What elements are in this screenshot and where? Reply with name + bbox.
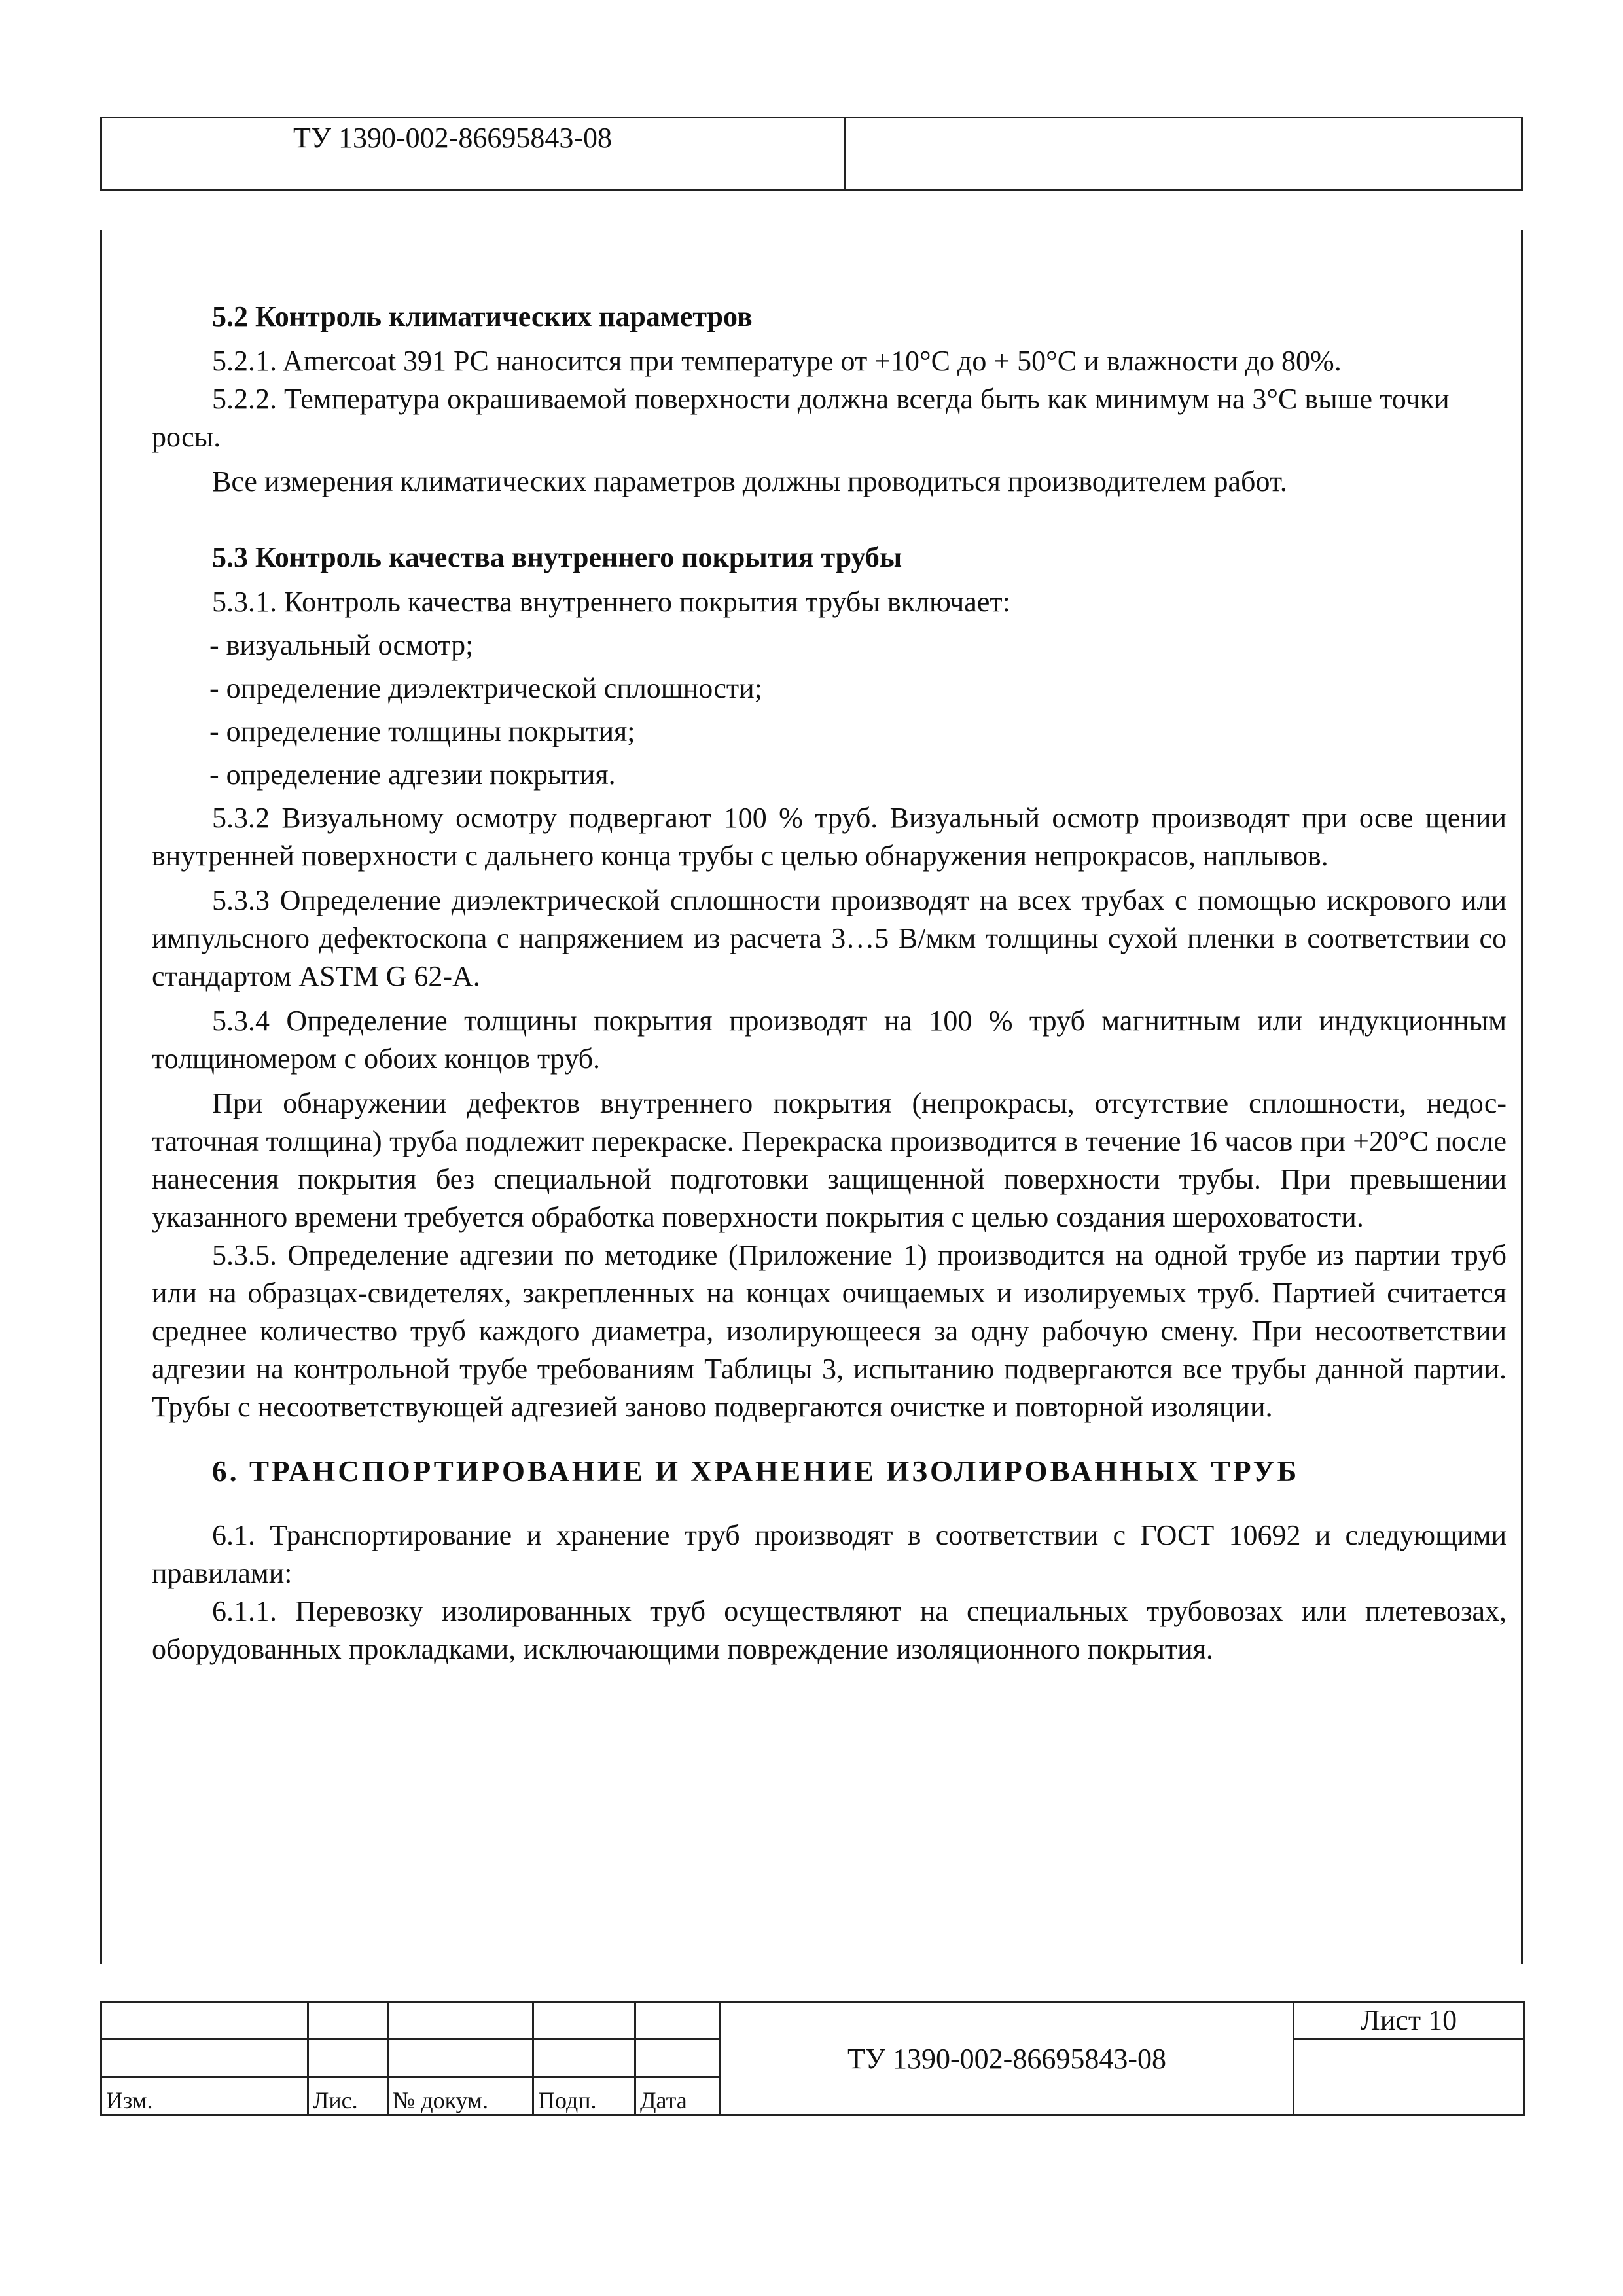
section-5-2-title: 5.2 Контроль климатических параметров (212, 300, 753, 332)
paragraph-5-3-5: 5.3.5. Определение адгезии по методике (Приложение 1) производится на одной трубе из партии труб или на образцах-свидетелях, закрепленных на концах очищаемых и изолируемых труб. Партией считается среднее количество труб каждого диаметра, изолирующееся за одну рабочую смену. При несоответствии адгезии на контрольной трубе требованиям Таблицы 3, испытанию подвергаются все трубы данной партии. Трубы с несоответствующей адгезией заново подвергаются очистке и повторной изоляции. (152, 1239, 1507, 1423)
header-right-cell (846, 118, 1521, 189)
paragraph-5-3-1: 5.3.1. Контроль качества внутреннего покрытия трубы включает: (212, 586, 1010, 618)
stamp-col-date: Дата (635, 2077, 721, 2115)
stamp-col-sign: Подп. (533, 2077, 635, 2115)
paragraph-5-2-2: 5.2.2. Температура окрашиваемой поверхности должна всегда быть как минимум на 3°С выше точки росы. (152, 383, 1450, 453)
stamp-sheet-label: Лист 10 (1294, 2003, 1524, 2039)
frame-right-line (1521, 230, 1523, 1964)
document-body (152, 298, 1507, 1668)
list-item: - определение адгезии покрытия. (209, 759, 616, 791)
stamp-col-doc: № докум. (388, 2077, 533, 2115)
section-5-3-title: 5.3 Контроль качества внутреннего покрытия трубы (212, 541, 902, 573)
header-box (100, 117, 1523, 191)
paragraph-5-2-1: 5.2.1. Amercoat 391 PC наносится при температуре от +10°С до + 50°С и влажности до 80%. (212, 345, 1342, 377)
list-item: - определение диэлектрической сплошности; (209, 672, 762, 704)
stamp-col-izm: Изм. (101, 2077, 308, 2115)
paragraph-5-3-2: 5.3.2 Визуальному осмотру подвергают 100 % труб. Визуальный осмотр производят при осве щении внутренней поверхности с дальнего конца трубы с целью обнаружения непрокрасов, наплывов. (152, 802, 1507, 872)
section-6-title: 6. ТРАНСПОРТИРОВАНИЕ И ХРАНЕНИЕ ИЗОЛИРОВАННЫХ ТРУБ (212, 1455, 1300, 1488)
frame-left-line (100, 230, 102, 1964)
list-item: - визуальный осмотр; (209, 629, 474, 661)
header-left-cell (102, 118, 846, 189)
paragraph-6-1: 6.1. Транспортирование и хранение труб производят в соответствии с ГОСТ 10692 и следующими правилами: (152, 1519, 1507, 1589)
stamp-doc-code: ТУ 1390-002-86695843-08 (721, 2003, 1294, 2115)
paragraph-6-1-1: 6.1.1. Перевозку изолированных труб осуществляют на специальных трубовозах или плетевозах, оборудованных прокладками, исключающими повреждение изоляционного покрытия. (152, 1595, 1507, 1665)
paragraph-5-2-note: Все измерения климатических параметров должны проводиться производителем работ. (212, 465, 1287, 497)
title-block (100, 2001, 1523, 2114)
paragraph-5-3-3: 5.3.3 Определение диэлектрической сплошности производят на всех трубах с помощью искрового или импульсного дефектоскопа с напряжением из расчета 3…5 В/мкм толщины сухой пленки в соответствии со стандартом ASTM G 62-A. (152, 884, 1507, 992)
paragraph-defects: При обнаружении дефектов внутреннего покрытия (непрокрасы, отсутствие сплошности, недос-таточная толщина) труба подлежит перекраске. Перекраска производится в течение 16 часов при +20°С после нанесения покрытия без специальной подготовки защищенной поверхности трубы. При превышении указанного времени требуется обработка поверхности покрытия с целью создания шероховатости. (152, 1087, 1507, 1233)
stamp-col-list: Лис. (308, 2077, 388, 2115)
header-doc-code: ТУ 1390-002-86695843-08 (293, 122, 612, 154)
list-item: - определение толщины покрытия; (209, 715, 635, 747)
paragraph-5-3-4: 5.3.4 Определение толщины покрытия производят на 100 % труб магнитным или индукционным толщиномером с обоих концов труб. (152, 1005, 1507, 1075)
